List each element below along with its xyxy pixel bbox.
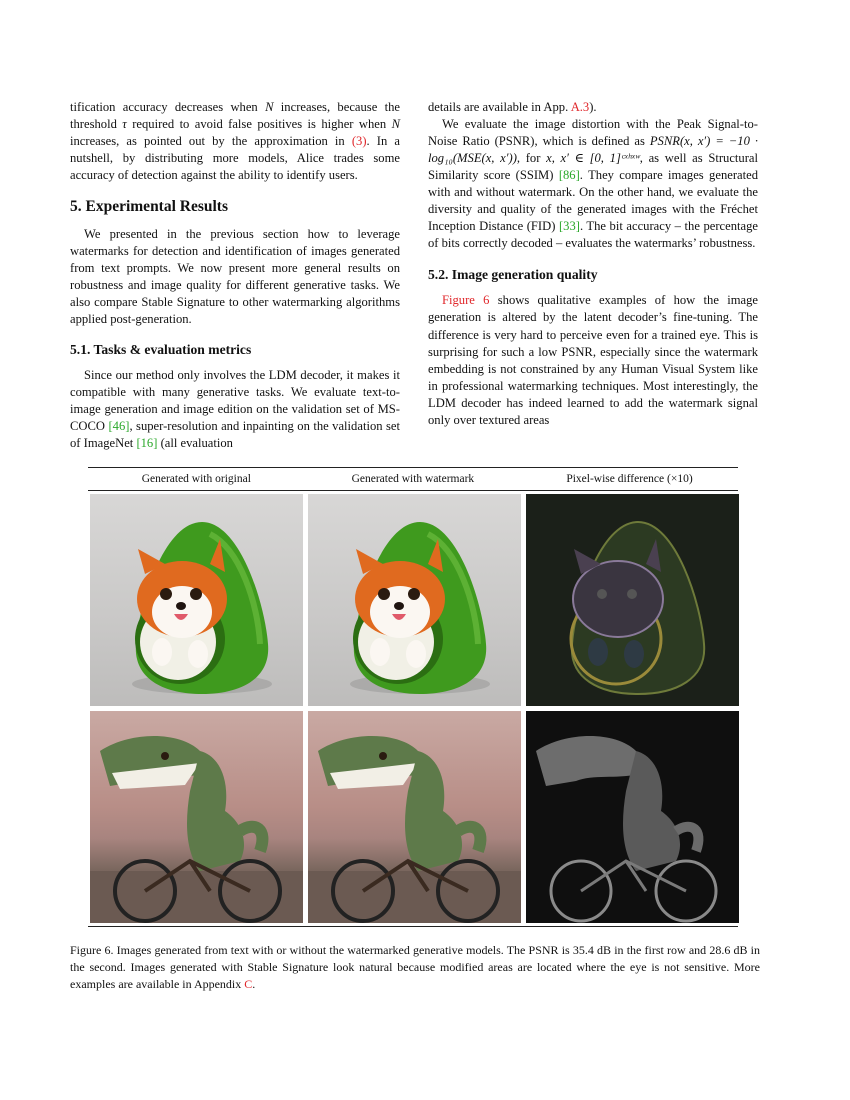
- image-trex-watermarked: [308, 711, 521, 923]
- bottom-rule: [88, 926, 738, 927]
- paragraph-continued: tification accuracy decreases when N increases, because the threshold τ required to avoid false positives is higher when N increases, as pointed out by the approximation in (3). In a nutshell, by distributing more models, Alice trades some accuracy of detection against the ability to identify users.: [70, 100, 401, 183]
- citation-link[interactable]: [46]: [108, 418, 130, 433]
- paragraph: We evaluate the image distortion with the Peak Signal-to-Noise Ratio (PSNR), which is defined as PSNR(x, x′) = −10 · log₁₀(MSE(x, x′)), for x, x′ ∈ [0, 1]ᶜˣʰˣʷ, as well as Structural Similarity score (SSIM) [86]. They compare images generated with and without watermark. On the other hand, we evaluate the diversity and quality of the generated images with the Fréchet Inception Distance (FID) [33]. The bit accuracy – the percentage of bits correctly decoded – evaluates the watermarks’ robustness.: [428, 117, 758, 251]
- appendix-ref-link[interactable]: C: [244, 977, 253, 991]
- paragraph: Figure 6 shows qualitative examples of how the image generation is altered by the latent decoder’s fine-tuning. The difference is very hard to perceive even for a trained eye. This is surprising for such a low PSNR, especially since the watermark embedding is not constrained by any Human Visual System like in professional watermarking techniques. Most interestingly, the LDM decoder has indeed learned to add the watermark signal only over textured areas: [428, 293, 758, 427]
- image-corgi-original: [90, 494, 303, 706]
- figure-caption: Figure 6. Images generated from text with or without the watermarked generative models. The PSNR is 35.4 dB in the first row and 28.6 dB in the second. Images generated with Stable Signature look natural because modified areas are located where the eye is not sensitive. More examples are available in Appendix C.: [70, 943, 760, 991]
- header-difference: Pixel-wise difference (×10): [566, 473, 693, 485]
- paragraph-continued: details are available in App. A.3).: [428, 100, 597, 114]
- paragraph: We presented in the previous section how to leverage watermarks for detection and identification of images generated from text prompts. We now present more general results on robustness and image quality for different generative tasks. We also compare Stable Signature to other watermarking algorithms applied post-generation.: [70, 227, 400, 327]
- subsection-heading: 5.2. Image generation quality: [428, 267, 598, 283]
- right-column: [428, 99, 758, 429]
- image-trex-difference: [526, 711, 739, 923]
- citation-link[interactable]: [16]: [136, 435, 158, 450]
- subsection-heading: 5.1. Tasks & evaluation metrics: [70, 341, 252, 357]
- paragraph: Since our method only involves the LDM decoder, it makes it compatible with many generative tasks. We evaluate text-to-image generation and image edition on the validation set of MS-COCO [46], super-resolution and inpainting on the validation set of ImageNet [16] (all evaluation: [70, 367, 400, 450]
- image-grid: [88, 494, 738, 923]
- citation-link[interactable]: [86]: [558, 168, 580, 183]
- citation-link[interactable]: [33]: [558, 219, 580, 234]
- image-corgi-difference: [526, 494, 739, 706]
- figure-ref-link[interactable]: Figure 6: [442, 293, 490, 308]
- left-column: [70, 99, 400, 452]
- image-corgi-watermarked: [308, 494, 521, 706]
- header-original: Generated with original: [141, 473, 251, 485]
- figure-header: [88, 468, 738, 490]
- header-rule: [88, 490, 738, 491]
- header-watermark: Generated with watermark: [351, 473, 475, 485]
- section-heading: 5. Experimental Results: [70, 198, 229, 216]
- equation-ref-link[interactable]: (3): [351, 134, 367, 149]
- image-trex-original: [90, 711, 303, 923]
- appendix-ref-link[interactable]: A.3: [570, 100, 590, 114]
- figure-6: [88, 467, 738, 927]
